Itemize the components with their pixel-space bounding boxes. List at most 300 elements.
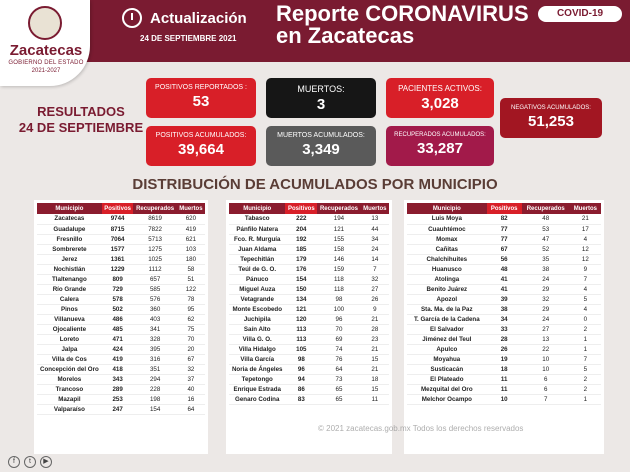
card-positivos-acumulados [146,126,256,166]
cell-positivos: 33 [487,324,522,334]
cell-positivos: 729 [102,284,134,294]
cell-positivos: 1361 [102,254,134,264]
cell-positivos: 7064 [102,234,134,244]
report-title: Reporte CORONAVIRUS [276,1,529,26]
cell-municipio: Jerez [37,254,102,264]
cell-muertos: 34 [361,234,389,244]
table-row [37,254,205,264]
cell-positivos: 77 [487,224,522,234]
cell-muertos: 18 [361,374,389,384]
cell-positivos: 105 [285,344,317,354]
cell-recuperados: 65 [317,384,360,394]
cell-municipio: Río Grande [37,284,102,294]
table-row [229,294,389,304]
cell-recuperados: 27 [522,324,570,334]
cell-municipio: Benito Juárez [407,284,487,294]
table-row [229,334,389,344]
logo-title: Zacatecas [9,42,83,59]
card-value: 3,349 [302,141,340,158]
card-value: 3 [316,96,326,113]
card-label: RECUPERADOS ACUMULADOS: [394,132,486,138]
table-row [37,224,205,234]
table-row [229,344,389,354]
cell-municipio: Nochistlán [37,264,102,274]
cell-muertos: 70 [177,334,205,344]
cell-municipio: El Salvador [407,324,487,334]
cell-recuperados: 22 [522,344,570,354]
state-seal-icon [28,6,62,40]
table-header [37,203,205,214]
table-row [229,254,389,264]
table-row [37,304,205,314]
copyright: © 2021 zacatecas.gob.mx Todos los derechos reservados [318,424,524,433]
table-row [229,314,389,324]
cell-municipio: Pinos [37,304,102,314]
table-row [229,224,389,234]
cell-positivos: 134 [285,294,317,304]
cell-muertos: 4 [570,234,601,244]
cell-positivos: 94 [285,374,317,384]
col-positivos: Positivos [285,203,317,214]
cell-recuperados: 7 [522,394,570,404]
cell-municipio: Concepción del Oro [37,364,102,374]
cell-recuperados: 29 [522,304,570,314]
cell-positivos: 86 [285,384,317,394]
table-row [37,234,205,244]
cell-recuperados: 8619 [133,214,176,224]
cell-recuperados: 24 [522,314,570,324]
cell-recuperados: 657 [133,274,176,284]
logo-subtitle: GOBIERNO DEL ESTADO [8,60,84,66]
cell-positivos: 485 [102,324,134,334]
cell-positivos: 11 [487,384,522,394]
cell-muertos: 51 [177,274,205,284]
cell-recuperados: 100 [317,304,360,314]
cell-municipio: Fco. R. Murguía [229,234,285,244]
cell-positivos: 419 [102,354,134,364]
cell-muertos: 11 [361,394,389,404]
cell-recuperados: 198 [133,394,176,404]
cell-positivos: 38 [487,304,522,314]
col-muertos: Muertos [361,203,389,214]
cell-municipio: Vetagrande [229,294,285,304]
cell-recuperados: 6 [522,384,570,394]
cell-recuperados: 341 [133,324,176,334]
table-row [407,374,601,384]
cell-positivos: 1577 [102,244,134,254]
cell-municipio: Juan Aldama [229,244,285,254]
cell-recuperados: 70 [317,324,360,334]
cell-municipio: Apozol [407,294,487,304]
card-value: 39,664 [178,141,224,158]
table-row [37,354,205,364]
section-title: DISTRIBUCIÓN DE ACUMULADOS POR MUNICIPIO [132,176,498,193]
cell-positivos: 19 [487,354,522,364]
cell-positivos: 418 [102,364,134,374]
cell-positivos: 41 [487,274,522,284]
card-label: MUERTOS ACUMULADOS: [277,132,365,139]
facebook-icon[interactable]: f [8,456,20,468]
cell-muertos: 103 [177,244,205,254]
cell-muertos: 2 [570,384,601,394]
cell-positivos: 809 [102,274,134,284]
cell-municipio: Loreto [37,334,102,344]
cell-municipio: Juchipila [229,314,285,324]
cell-municipio: Fresnillo [37,234,102,244]
card-value: 33,287 [417,140,463,157]
cell-recuperados: 10 [522,364,570,374]
card-value: 53 [192,93,210,110]
cell-muertos: 21 [361,314,389,324]
table-row [37,344,205,354]
cell-positivos: 1229 [102,264,134,274]
cell-positivos: 28 [487,334,522,344]
report-subtitle: en Zacatecas [276,23,415,48]
table-row [229,274,389,284]
cell-municipio: Villa Hidalgo [229,344,285,354]
cell-positivos: 98 [285,354,317,364]
results-line2: 24 DE SEPTIEMBRE [18,120,144,135]
cell-muertos: 5 [570,364,601,374]
cell-municipio: Atolinga [407,274,487,284]
cell-recuperados: 351 [133,364,176,374]
cell-positivos: 83 [285,394,317,404]
logo-years: 2021-2027 [31,68,61,74]
cell-recuperados: 96 [317,314,360,324]
cell-positivos: 113 [285,334,317,344]
cell-municipio: Sta. Ma. de la Paz [407,304,487,314]
cell-muertos: 62 [177,314,205,324]
cell-positivos: 8715 [102,224,134,234]
table-row [37,314,205,324]
cell-municipio: Saín Alto [229,324,285,334]
table-header [229,203,389,214]
cell-municipio: Ojocaliente [37,324,102,334]
cell-recuperados: 159 [317,264,360,274]
card-pacientes-activos [386,78,494,118]
cell-municipio: Tlaltenango [37,274,102,284]
cell-recuperados: 294 [133,374,176,384]
cell-recuperados: 35 [522,254,570,264]
cell-positivos: 10 [487,394,522,404]
cell-positivos: 26 [487,344,522,354]
cell-municipio: Momax [407,234,487,244]
card-value: 3,028 [421,95,459,112]
cell-recuperados: 328 [133,334,176,344]
cell-muertos: 12 [570,244,601,254]
table-row [229,324,389,334]
cell-muertos: 75 [177,324,205,334]
cell-municipio: Teúl de G. O. [229,264,285,274]
cell-muertos: 7 [361,264,389,274]
cell-recuperados: 118 [317,274,360,284]
table-row [407,274,601,284]
cell-positivos: 121 [285,304,317,314]
table-row [407,264,601,274]
card-label: PACIENTES ACTIVOS: [398,84,482,93]
update-label: Actualización [150,10,247,27]
clock-icon [122,8,142,28]
cell-recuperados: 74 [317,344,360,354]
cell-muertos: 9 [570,264,601,274]
cell-municipio: Melchor Ocampo [407,394,487,404]
table-row [37,284,205,294]
cell-recuperados: 24 [522,274,570,284]
cell-recuperados: 76 [317,354,360,364]
col-municipio: Municipio [37,203,102,214]
cell-recuperados: 7822 [133,224,176,234]
cell-muertos: 95 [177,304,205,314]
cell-municipio: Miguel Auza [229,284,285,294]
twitter-icon[interactable]: t [24,456,36,468]
table-row [407,224,601,234]
cell-municipio: Zacatecas [37,214,102,224]
table-row [37,404,205,414]
table-row [407,234,601,244]
table-row [229,394,389,404]
card-label: POSITIVOS ACUMULADOS: [155,132,247,139]
table-row [407,284,601,294]
cell-muertos: 40 [177,384,205,394]
col-muertos: Muertos [177,203,205,214]
municipio-table-1 [34,200,208,454]
cell-municipio: Luis Moya [407,214,487,224]
cell-positivos: 48 [487,264,522,274]
cell-positivos: 77 [487,234,522,244]
table-row [37,294,205,304]
cell-municipio: Moyahua [407,354,487,364]
cell-recuperados: 155 [317,234,360,244]
cell-positivos: 424 [102,344,134,354]
cell-recuperados: 32 [522,294,570,304]
table-row [37,384,205,394]
cell-muertos: 1 [570,394,601,404]
data-table [229,203,389,405]
municipio-table-2 [226,200,392,454]
col-municipio: Municipio [229,203,285,214]
table-row [37,394,205,404]
cell-positivos: 343 [102,374,134,384]
cell-positivos: 11 [487,374,522,384]
cell-recuperados: 118 [317,284,360,294]
cell-muertos: 32 [361,274,389,284]
cell-positivos: 150 [285,284,317,294]
cell-muertos: 1 [570,334,601,344]
cell-municipio: Calera [37,294,102,304]
cell-muertos: 12 [570,254,601,264]
cell-municipio: Huanusco [407,264,487,274]
card-label: NEGATIVOS ACUMULADOS: [511,105,591,111]
cell-recuperados: 6 [522,374,570,384]
cell-recuperados: 194 [317,214,360,224]
table-row [407,394,601,404]
cell-positivos: 471 [102,334,134,344]
cell-municipio: Villa García [229,354,285,364]
cell-positivos: 120 [285,314,317,324]
cell-positivos: 82 [487,214,522,224]
card-negativos-acumulados [500,98,602,138]
logo [0,0,90,86]
cell-muertos: 67 [177,354,205,364]
table-row [37,274,205,284]
cell-positivos: 289 [102,384,134,394]
card-positivos-reportados [146,78,256,118]
table-row [407,244,601,254]
table-row [407,384,601,394]
cell-muertos: 28 [361,324,389,334]
cell-muertos: 16 [177,394,205,404]
cell-municipio: Jiménez del Teul [407,334,487,344]
col-municipio: Municipio [407,203,487,214]
table-row [407,324,601,334]
cell-municipio: Genaro Codina [229,394,285,404]
table-row [229,284,389,294]
cell-recuperados: 73 [317,374,360,384]
cell-muertos: 15 [361,384,389,394]
cell-muertos: 21 [570,214,601,224]
table-row [37,364,205,374]
cell-recuperados: 1025 [133,254,176,264]
cell-municipio: Monte Escobedo [229,304,285,314]
results-line1: RESULTADOS [37,104,125,119]
youtube-icon[interactable]: ▶ [40,456,52,468]
cell-muertos: 17 [570,224,601,234]
table-row [37,244,205,254]
table-row [407,364,601,374]
table-row [407,344,601,354]
cell-municipio: Pánuco [229,274,285,284]
cell-recuperados: 5713 [133,234,176,244]
cell-municipio: Mezquital del Oro [407,384,487,394]
footer-bar [0,454,630,472]
cell-recuperados: 48 [522,214,570,224]
cell-municipio: Villa de Cos [37,354,102,364]
table-header [407,203,601,214]
table-row [407,334,601,344]
cell-municipio: Trancoso [37,384,102,394]
cell-recuperados: 52 [522,244,570,254]
cell-positivos: 9744 [102,214,134,224]
cell-positivos: 486 [102,314,134,324]
cell-positivos: 253 [102,394,134,404]
cell-recuperados: 585 [133,284,176,294]
cell-municipio: Tabasco [229,214,285,224]
cell-muertos: 14 [361,254,389,264]
col-recuperados: Recuperados [317,203,360,214]
table-row [229,354,389,364]
municipio-table-3 [404,200,604,454]
cell-municipio: Pánfilo Natera [229,224,285,234]
cell-positivos: 67 [487,244,522,254]
cell-positivos: 18 [487,364,522,374]
cell-muertos: 2 [570,324,601,334]
cell-muertos: 2 [570,374,601,384]
cell-recuperados: 154 [133,404,176,414]
cell-positivos: 502 [102,304,134,314]
cell-muertos: 58 [177,264,205,274]
cell-positivos: 39 [487,294,522,304]
card-muertos-acumulados [266,126,376,166]
cell-recuperados: 316 [133,354,176,364]
table-row [229,264,389,274]
cell-muertos: 9 [361,304,389,314]
table-row [229,384,389,394]
cell-positivos: 34 [487,314,522,324]
cell-recuperados: 395 [133,344,176,354]
table-row [229,374,389,384]
cell-recuperados: 38 [522,264,570,274]
cell-recuperados: 64 [317,364,360,374]
table-row [37,374,205,384]
cell-muertos: 27 [361,284,389,294]
cell-muertos: 78 [177,294,205,304]
cell-recuperados: 53 [522,224,570,234]
cell-municipio: Enrique Estrada [229,384,285,394]
cell-positivos: 185 [285,244,317,254]
cell-muertos: 180 [177,254,205,264]
col-positivos: Positivos [102,203,134,214]
card-value: 51,253 [528,113,574,130]
cell-muertos: 7 [570,274,601,284]
cell-muertos: 21 [361,344,389,354]
cell-muertos: 26 [361,294,389,304]
table-row [229,234,389,244]
cell-recuperados: 403 [133,314,176,324]
cell-muertos: 122 [177,284,205,294]
cell-positivos: 113 [285,324,317,334]
card-label: POSITIVOS REPORTADOS : [155,84,247,91]
cell-positivos: 96 [285,364,317,374]
cell-recuperados: 1275 [133,244,176,254]
table-row [229,244,389,254]
cell-recuperados: 1112 [133,264,176,274]
cell-muertos: 21 [361,364,389,374]
cell-muertos: 1 [570,344,601,354]
cell-positivos: 192 [285,234,317,244]
cell-muertos: 620 [177,214,205,224]
cell-recuperados: 47 [522,234,570,244]
cell-recuperados: 228 [133,384,176,394]
cell-muertos: 37 [177,374,205,384]
table-row [37,264,205,274]
cell-muertos: 0 [570,314,601,324]
cell-positivos: 56 [487,254,522,264]
cell-municipio: Villanueva [37,314,102,324]
cell-recuperados: 576 [133,294,176,304]
cell-muertos: 13 [361,214,389,224]
cell-recuperados: 146 [317,254,360,264]
table-row [407,354,601,364]
cell-muertos: 64 [177,404,205,414]
cell-recuperados: 158 [317,244,360,254]
card-muertos [266,78,376,118]
table-row [229,364,389,374]
cell-muertos: 24 [361,244,389,254]
cell-recuperados: 13 [522,334,570,344]
cell-positivos: 204 [285,224,317,234]
covid-badge: COVID-19 [538,6,622,22]
table-row [407,314,601,324]
cell-positivos: 247 [102,404,134,414]
cell-positivos: 179 [285,254,317,264]
cell-recuperados: 360 [133,304,176,314]
cell-recuperados: 98 [317,294,360,304]
cell-muertos: 15 [361,354,389,364]
cell-municipio: Sombrerete [37,244,102,254]
cell-muertos: 621 [177,234,205,244]
cell-muertos: 419 [177,224,205,234]
cell-muertos: 5 [570,294,601,304]
